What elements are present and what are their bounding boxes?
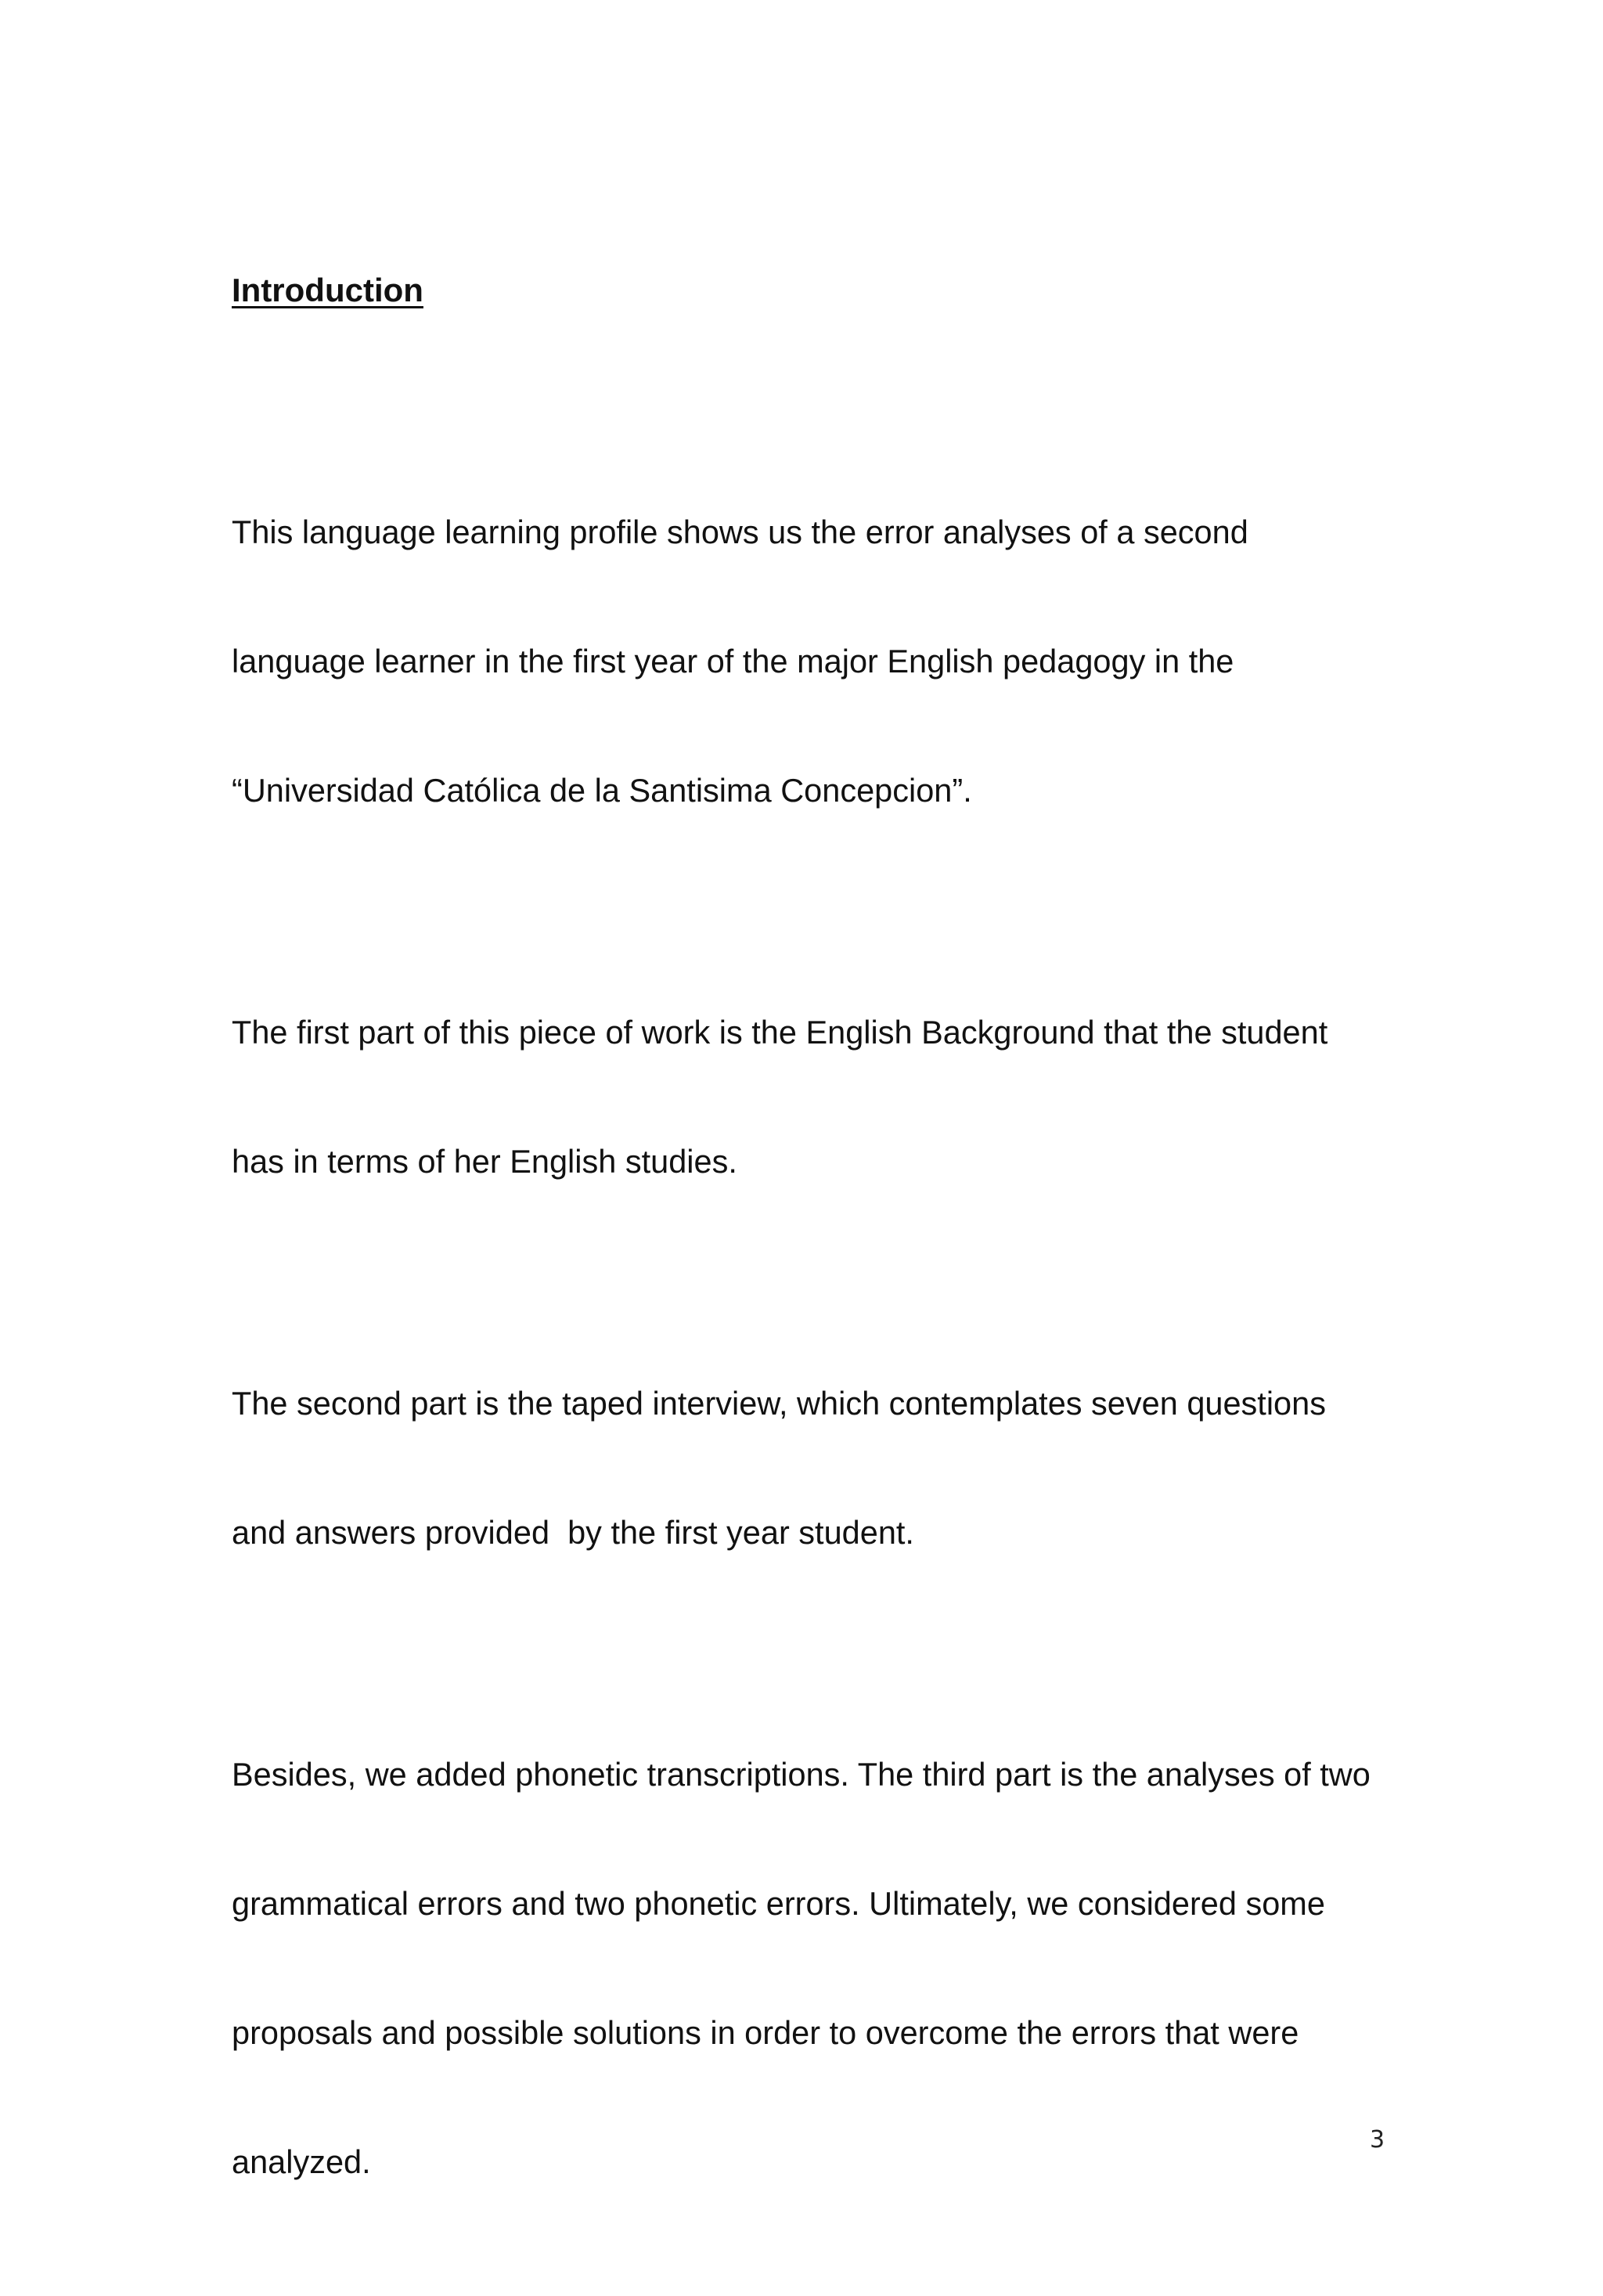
text-line: has in terms of her English studies. — [232, 1143, 737, 1180]
page-number: 3 — [1370, 2126, 1385, 2154]
text-line: analyzed. — [232, 2143, 371, 2180]
text-line: “Universidad Católica de la Santisima Concepcion”. — [232, 772, 972, 809]
paragraph-3 — [232, 1296, 1390, 1640]
text-line: proposals and possible solutions in order to overcome the errors that were — [232, 2014, 1299, 2051]
paragraph-4 — [232, 1667, 1390, 2269]
paragraph-1 — [232, 424, 1390, 898]
text-line: language learner in the first year of the major English pedagogy in the — [232, 643, 1234, 679]
text-line: Besides, we added phonetic transcriptions. The third part is the analyses of two — [232, 1756, 1371, 1793]
text-line: This language learning profile shows us the error analyses of a second — [232, 514, 1248, 550]
text-line: grammatical errors and two phonetic errors. Ultimately, we considered some — [232, 1885, 1325, 1922]
text-line: The second part is the taped interview, which contemplates seven questions — [232, 1385, 1326, 1422]
introduction-body — [232, 424, 1390, 2296]
text-line: The first part of this piece of work is the English Background that the student — [232, 1014, 1328, 1051]
text-line: and answers provided by the first year student. — [232, 1514, 914, 1551]
paragraph-2 — [232, 925, 1390, 1269]
section-heading-introduction: Introduction — [232, 272, 423, 308]
